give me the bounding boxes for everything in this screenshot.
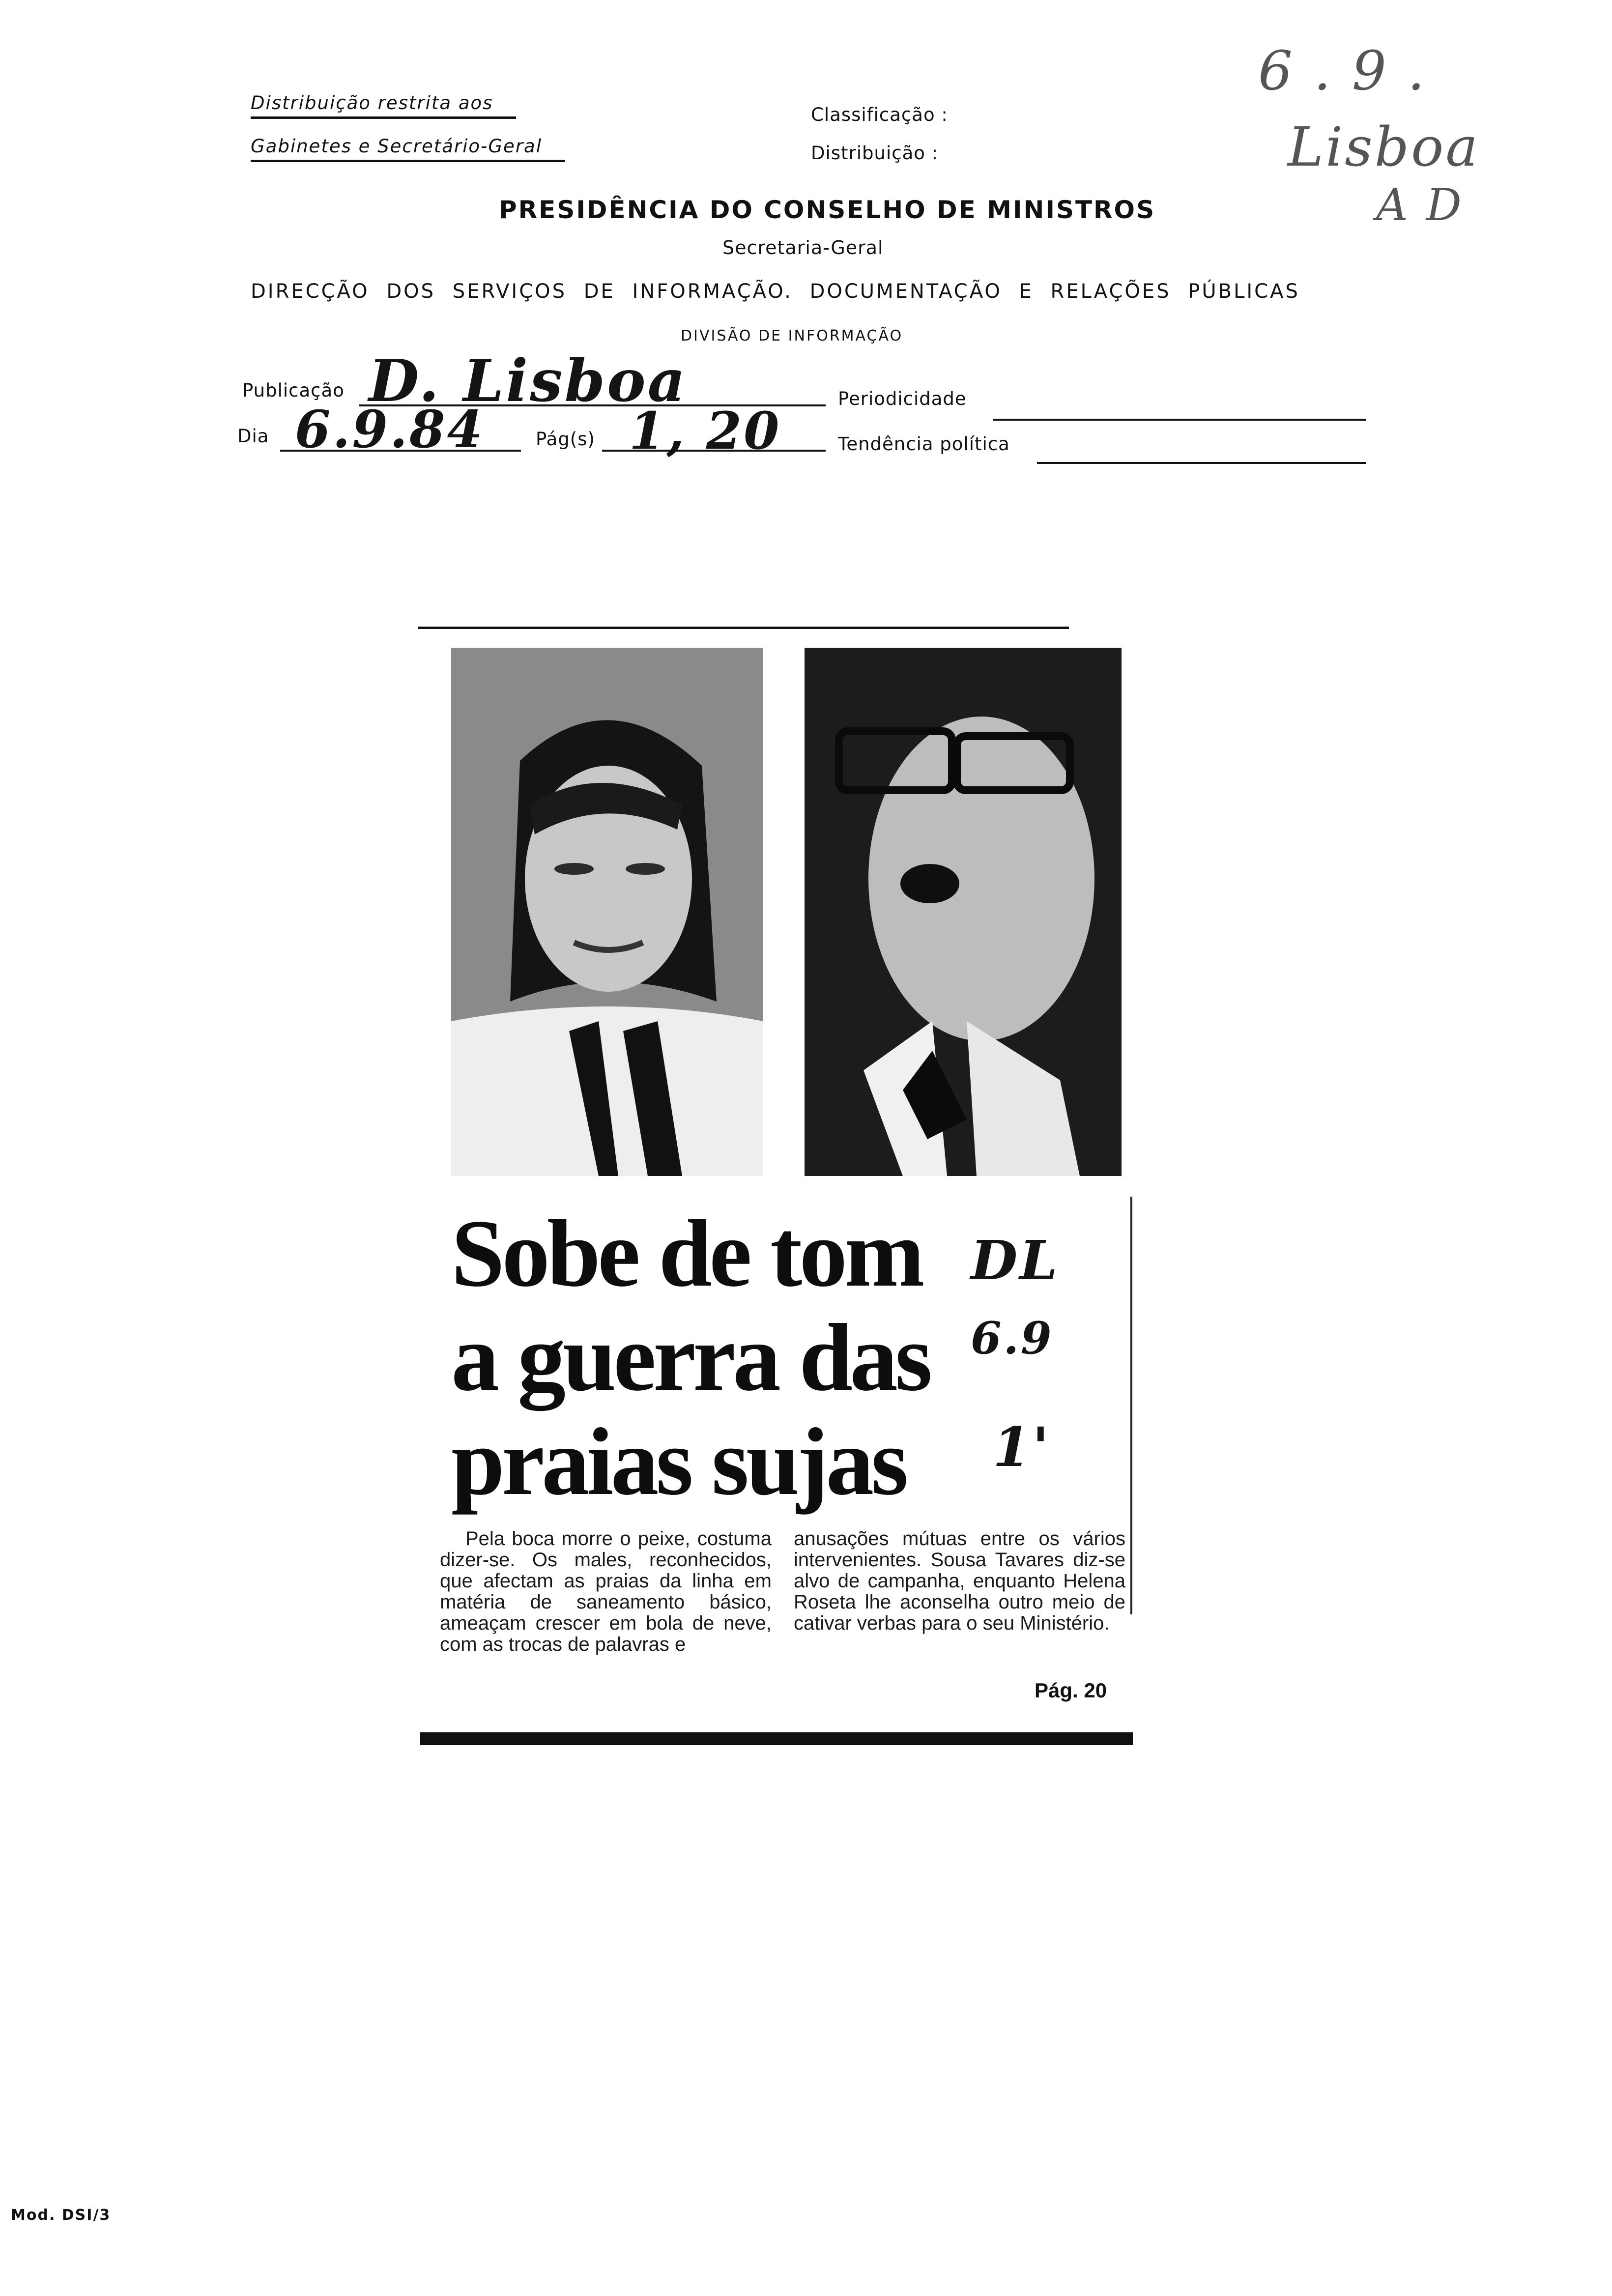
- distribution-line-1: Distribuição restrita aos: [251, 92, 516, 119]
- periodicidade-line: [993, 419, 1366, 421]
- ministry-title: PRESIDÊNCIA DO CONSELHO DE MINISTROS: [499, 196, 1156, 224]
- woman-portrait-image: [451, 648, 763, 1176]
- publicacao-value: D. Lisboa: [369, 346, 688, 415]
- distribuicao-label: Distribuição :: [811, 143, 939, 164]
- man-portrait-image: [805, 648, 1122, 1176]
- clipping-top-rule: [418, 627, 1069, 629]
- pags-label: Pág(s): [536, 429, 595, 450]
- photo-left-portrait: [451, 648, 763, 1176]
- division-title: DIVISÃO DE INFORMAÇÃO: [681, 327, 903, 344]
- page-reference: Pág. 20: [1035, 1679, 1107, 1702]
- pags-line: [602, 450, 826, 452]
- pags-value: 1, 20: [629, 401, 781, 461]
- distribution-line-2: Gabinetes e Secretário-Geral: [251, 136, 565, 162]
- handwritten-headline-note-2: 6.9: [971, 1312, 1054, 1364]
- lead-column-1: Pela boca morre o peixe, costuma dizer-se. Os males, reconhecidos, que afectam as praias da linha em matéria de saneamento básico, ameaçam crescer em bola de neve, com as trocas de palavras e: [440, 1528, 772, 1655]
- secretariat-title: Secretaria-Geral: [722, 237, 884, 258]
- dia-label: Dia: [237, 426, 269, 447]
- headline: [451, 1202, 929, 1514]
- classificacao-label: Classificação :: [811, 104, 948, 125]
- dia-line: [280, 450, 521, 452]
- headline-line-2: a guerra das: [451, 1304, 930, 1411]
- publicacao-label: Publicação: [242, 380, 345, 401]
- handwritten-date-note: 6 . 9 .: [1258, 39, 1427, 102]
- directorate-title: DIRECÇÃO DOS SERVIÇOS DE INFORMAÇÃO. DOCUMENTAÇÃO E RELAÇÕES PÚBLICAS: [251, 280, 1300, 303]
- lead-column-2: anusações mútuas entre os vários intervenientes. Sousa Tavares diz-se alvo de campanha, enquanto Helena Roseta lhe aconselha outro meio de cativar verbas para o seu Ministério.: [794, 1528, 1125, 1634]
- handwritten-headline-note-3: 1': [993, 1415, 1051, 1479]
- handwritten-headline-note-1: DL: [971, 1229, 1060, 1292]
- handwritten-lisboa-note: Lisboa: [1288, 115, 1480, 178]
- tendencia-label: Tendência política: [838, 433, 1010, 455]
- clipping-right-rule: [1130, 1197, 1132, 1614]
- photo-right-portrait: [805, 648, 1122, 1176]
- periodicidade-label: Periodicidade: [838, 388, 967, 409]
- tendencia-line: [1037, 462, 1366, 464]
- handwritten-initials-note: A D: [1376, 179, 1464, 231]
- clipping-bottom-rule: [420, 1732, 1133, 1745]
- headline-line-3: praias sujas: [451, 1408, 906, 1515]
- dia-value: 6.9.84: [295, 399, 485, 459]
- headline-line-1: Sobe de tom: [451, 1200, 922, 1307]
- model-code: Mod. DSI/3: [11, 2207, 111, 2224]
